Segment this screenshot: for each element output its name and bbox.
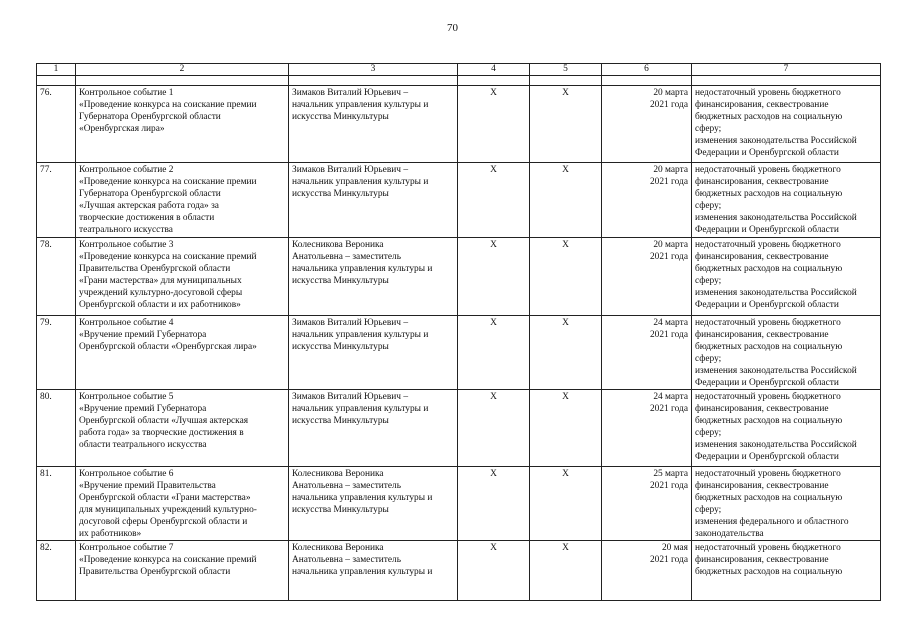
event-cell-line: Контрольное событие 4: [79, 318, 174, 328]
spacer-cell: [530, 76, 602, 86]
event-cell: [76, 541, 289, 601]
responsible-cell: [289, 238, 458, 316]
row-number: 78.: [37, 238, 76, 316]
event-cell: [76, 390, 289, 467]
event-cell: [76, 86, 289, 163]
risks-cell-line: бюджетных расходов на социальную: [695, 567, 843, 577]
spacer-row: [37, 76, 881, 86]
event-cell-line: «Оренбургская лира»: [79, 124, 165, 134]
event-cell-line: творческие достижения в области: [79, 213, 215, 223]
mark-cell: X: [530, 86, 602, 163]
table-row: [37, 163, 881, 238]
date-cell-line: 25 марта: [653, 469, 688, 479]
responsible-cell-line: искусства Минкультуры: [292, 505, 389, 515]
date-cell: [602, 86, 692, 163]
date-cell-line: 20 марта: [653, 88, 688, 98]
responsible-cell: [289, 390, 458, 467]
risks-cell-line: изменения законодательства Российской: [695, 288, 857, 298]
risks-cell-line: бюджетных расходов на социальную: [695, 189, 843, 199]
risks-cell-line: финансирования, секвестрование: [695, 404, 829, 414]
row-number: 76.: [37, 86, 76, 163]
event-cell-line: «Лучшая актерская работа года» за: [79, 201, 219, 211]
responsible-cell-line: Колесникова Вероника: [292, 469, 384, 479]
risks-cell-line: бюджетных расходов на социальную: [695, 493, 843, 503]
table-row: [37, 86, 881, 163]
event-cell: [76, 316, 289, 390]
risks-cell-line: недостаточный уровень бюджетного: [695, 318, 841, 328]
mark-cell: X: [458, 390, 530, 467]
mark-cell: X: [530, 467, 602, 541]
date-cell-line: 2021 года: [649, 481, 688, 491]
date-cell-line: 2021 года: [649, 177, 688, 187]
responsible-cell-line: искусства Минкультуры: [292, 276, 389, 286]
row-number: 82.: [37, 541, 76, 601]
event-cell-line: Губернатора Оренбургской области: [79, 112, 221, 122]
event-cell-line: Правительства Оренбургской области: [79, 264, 231, 274]
row-number: 77.: [37, 163, 76, 238]
responsible-cell-line: Анатольевна – заместитель: [292, 252, 402, 262]
responsible-cell-line: Зимаков Виталий Юрьевич –: [292, 165, 409, 175]
risks-cell-line: недостаточный уровень бюджетного: [695, 165, 841, 175]
mark-cell: X: [458, 86, 530, 163]
responsible-cell-line: Колесникова Вероника: [292, 240, 384, 250]
event-cell-line: «Проведение конкурса на соискание премии: [79, 177, 257, 187]
date-cell-line: 2021 года: [649, 100, 688, 110]
event-cell-line: «Грани мастерства» для муниципальных: [79, 276, 242, 286]
spacer-cell: [37, 76, 76, 86]
date-cell-line: 2021 года: [649, 404, 688, 414]
risks-cell-line: финансирования, секвестрование: [695, 481, 829, 491]
event-cell-line: Оренбургской области «Лучшая актерская: [79, 416, 249, 426]
table-row: [37, 390, 881, 467]
mark-cell: X: [458, 467, 530, 541]
date-cell: [602, 390, 692, 467]
risks-cell-line: недостаточный уровень бюджетного: [695, 392, 841, 402]
risks-cell: [692, 238, 881, 316]
risks-cell: [692, 86, 881, 163]
risks-cell-line: Федерации и Оренбургской области: [695, 225, 839, 235]
risks-cell-line: сферу;: [695, 354, 722, 364]
risks-cell-line: изменения законодательства Российской: [695, 213, 857, 223]
responsible-cell: [289, 541, 458, 601]
risks-cell-line: Федерации и Оренбургской области: [695, 300, 839, 310]
risks-cell-line: недостаточный уровень бюджетного: [695, 543, 841, 553]
risks-cell-line: Федерации и Оренбургской области: [695, 378, 839, 388]
mark-cell: X: [458, 316, 530, 390]
responsible-cell-line: Анатольевна – заместитель: [292, 555, 402, 565]
event-cell-line: Оренбургской области «Грани мастерства»: [79, 493, 251, 503]
responsible-cell-line: начальника управления культуры и: [292, 493, 433, 503]
column-header: 1: [37, 64, 76, 76]
row-number: 81.: [37, 467, 76, 541]
mark-cell: X: [458, 541, 530, 601]
event-cell-line: Контрольное событие 6: [79, 469, 174, 479]
responsible-cell: [289, 163, 458, 238]
risks-cell-line: недостаточный уровень бюджетного: [695, 240, 841, 250]
row-number: 80.: [37, 390, 76, 467]
event-cell: [76, 238, 289, 316]
risks-cell-line: изменения федерального и областного: [695, 517, 849, 527]
event-cell-line: досуговой сферы Оренбургской области и: [79, 517, 248, 527]
spacer-cell: [458, 76, 530, 86]
table-row: [37, 238, 881, 316]
event-cell-line: Оренбургской области «Оренбургская лира»: [79, 342, 257, 352]
spacer-cell: [76, 76, 289, 86]
risks-cell-line: финансирования, секвестрование: [695, 100, 829, 110]
date-cell-line: 20 мая: [661, 543, 688, 553]
responsible-cell: [289, 86, 458, 163]
mark-cell: X: [530, 163, 602, 238]
mark-cell: X: [530, 390, 602, 467]
event-cell-line: Контрольное событие 2: [79, 165, 174, 175]
risks-cell-line: недостаточный уровень бюджетного: [695, 88, 841, 98]
date-cell: [602, 238, 692, 316]
date-cell-line: 24 марта: [653, 392, 688, 402]
risks-cell-line: сферу;: [695, 124, 722, 134]
event-cell-line: Контрольное событие 5: [79, 392, 174, 402]
responsible-cell-line: Зимаков Виталий Юрьевич –: [292, 88, 409, 98]
risks-cell-line: бюджетных расходов на социальную: [695, 112, 843, 122]
date-cell-line: 2021 года: [649, 555, 688, 565]
date-cell-line: 20 марта: [653, 240, 688, 250]
event-cell-line: Оренбургской области и их работников»: [79, 300, 241, 310]
risks-cell-line: Федерации и Оренбургской области: [695, 148, 839, 158]
responsible-cell: [289, 467, 458, 541]
spacer-cell: [289, 76, 458, 86]
risks-cell-line: сферу;: [695, 201, 722, 211]
table-row: [37, 541, 881, 601]
responsible-cell-line: начальника управления культуры и: [292, 567, 433, 577]
table-row: [37, 316, 881, 390]
event-cell-line: «Вручение премий Губернатора: [79, 404, 207, 414]
event-cell-line: Контрольное событие 3: [79, 240, 174, 250]
mark-cell: X: [530, 238, 602, 316]
event-cell-line: «Проведение конкурса на соискание премий: [79, 252, 257, 262]
event-cell: [76, 467, 289, 541]
spacer-cell: [602, 76, 692, 86]
page-number: 70: [447, 22, 458, 34]
risks-cell-line: сферу;: [695, 428, 722, 438]
event-cell-line: «Вручение премий Губернатора: [79, 330, 207, 340]
mark-cell: X: [530, 541, 602, 601]
risks-cell-line: бюджетных расходов на социальную: [695, 416, 843, 426]
row-number: 79.: [37, 316, 76, 390]
responsible-cell-line: начальник управления культуры и: [292, 404, 429, 414]
column-header: 4: [458, 64, 530, 76]
risks-cell-line: сферу;: [695, 276, 722, 286]
risks-cell: [692, 467, 881, 541]
table-row: [37, 467, 881, 541]
date-cell: [602, 467, 692, 541]
responsible-cell: [289, 316, 458, 390]
event-cell-line: Губернатора Оренбургской области: [79, 189, 221, 199]
responsible-cell-line: начальник управления культуры и: [292, 177, 429, 187]
risks-cell: [692, 163, 881, 238]
responsible-cell-line: искусства Минкультуры: [292, 189, 389, 199]
responsible-cell-line: Зимаков Виталий Юрьевич –: [292, 392, 409, 402]
event-cell-line: «Проведение конкурса на соискание премий: [79, 555, 257, 565]
risks-cell-line: финансирования, секвестрование: [695, 252, 829, 262]
event-cell-line: Правительства Оренбургской области: [79, 567, 231, 577]
date-cell-line: 20 марта: [653, 165, 688, 175]
risks-cell-line: недостаточный уровень бюджетного: [695, 469, 841, 479]
risks-cell-line: законодательства: [695, 529, 764, 539]
event-cell-line: «Проведение конкурса на соискание премии: [79, 100, 257, 110]
date-cell-line: 2021 года: [649, 330, 688, 340]
responsible-cell-line: начальник управления культуры и: [292, 100, 429, 110]
date-cell: [602, 163, 692, 238]
risks-cell-line: изменения законодательства Российской: [695, 440, 857, 450]
event-cell-line: Контрольное событие 1: [79, 88, 174, 98]
column-header: 7: [692, 64, 881, 76]
risks-cell-line: бюджетных расходов на социальную: [695, 342, 843, 352]
responsible-cell-line: начальник управления культуры и: [292, 330, 429, 340]
risks-cell-line: сферу;: [695, 505, 722, 515]
risks-cell-line: финансирования, секвестрование: [695, 177, 829, 187]
event-cell-line: «Вручение премий Правительства: [79, 481, 216, 491]
mark-cell: X: [530, 316, 602, 390]
responsible-cell-line: искусства Минкультуры: [292, 416, 389, 426]
event-cell-line: для муниципальных учреждений культурно-: [79, 505, 257, 515]
column-header: 2: [76, 64, 289, 76]
risks-cell: [692, 541, 881, 601]
mark-cell: X: [458, 163, 530, 238]
date-cell-line: 24 марта: [653, 318, 688, 328]
event-cell: [76, 163, 289, 238]
risks-cell-line: финансирования, секвестрование: [695, 555, 829, 565]
responsible-cell-line: искусства Минкультуры: [292, 342, 389, 352]
date-cell: [602, 316, 692, 390]
spacer-cell: [692, 76, 881, 86]
event-cell-line: области театрального искусства: [79, 440, 207, 450]
risks-cell: [692, 390, 881, 467]
column-header: 6: [602, 64, 692, 76]
column-header: 3: [289, 64, 458, 76]
risks-cell-line: Федерации и Оренбургской области: [695, 452, 839, 462]
responsible-cell-line: Анатольевна – заместитель: [292, 481, 402, 491]
responsible-cell-line: начальника управления культуры и: [292, 264, 433, 274]
responsible-cell-line: Колесникова Вероника: [292, 543, 384, 553]
event-cell-line: театрального искусства: [79, 225, 173, 235]
event-cell-line: учреждений культурно-досуговой сферы: [79, 288, 243, 298]
risks-cell-line: изменения законодательства Российской: [695, 366, 857, 376]
responsible-cell-line: Зимаков Виталий Юрьевич –: [292, 318, 409, 328]
column-header: 5: [530, 64, 602, 76]
responsible-cell-line: искусства Минкультуры: [292, 112, 389, 122]
event-cell-line: их работников»: [79, 529, 142, 539]
column-number-row: [37, 64, 881, 76]
date-cell: [602, 541, 692, 601]
risks-cell-line: финансирования, секвестрование: [695, 330, 829, 340]
event-cell-line: Контрольное событие 7: [79, 543, 174, 553]
mark-cell: X: [458, 238, 530, 316]
control-events-table: [36, 63, 881, 601]
risks-cell-line: бюджетных расходов на социальную: [695, 264, 843, 274]
risks-cell: [692, 316, 881, 390]
date-cell-line: 2021 года: [649, 252, 688, 262]
event-cell-line: работа года» за творческие достижения в: [79, 428, 244, 438]
risks-cell-line: изменения законодательства Российской: [695, 136, 857, 146]
